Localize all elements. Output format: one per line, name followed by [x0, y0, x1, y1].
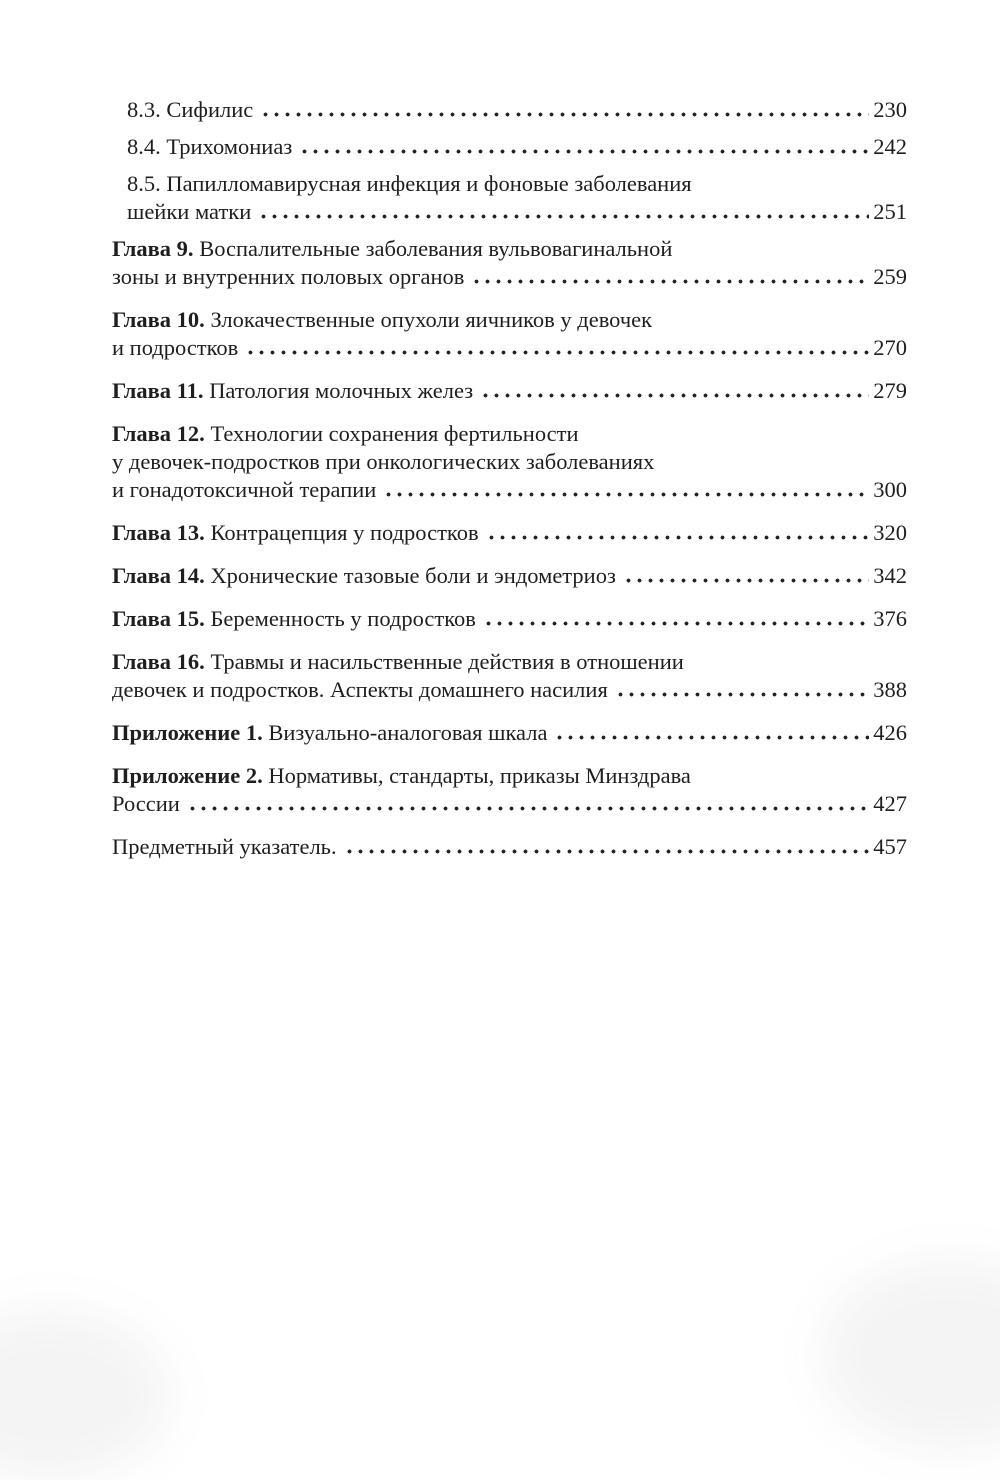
page-number: 342: [873, 563, 907, 588]
toc-entry-line-with-page: [112, 833, 907, 861]
dot-leader: [483, 621, 869, 626]
toc-entry-text: девочек и подростков. Аспекты домашнего насилия: [112, 677, 608, 702]
toc-entry-lead: Приложение 2.: [112, 763, 263, 788]
toc-entry-line: [112, 648, 907, 676]
page-number: 426: [873, 720, 907, 745]
page-number: 242: [873, 134, 907, 159]
toc-entry-text: и гонадотоксичной терапии: [112, 477, 377, 502]
toc-entry-text: 8.3. Сифилис: [127, 97, 254, 122]
toc-entry: [112, 235, 907, 291]
page-number: 251: [873, 199, 907, 224]
dot-leader: [480, 393, 869, 398]
toc-entry-lead: Глава 10.: [112, 307, 205, 332]
toc-entry-line: [112, 235, 907, 263]
toc-entry-text: у девочек-подростков при онкологических заболеваниях: [112, 449, 655, 474]
toc-entry: [112, 648, 907, 704]
page-number: 427: [873, 791, 907, 816]
page-number: 376: [873, 606, 907, 631]
page-number: 270: [873, 335, 907, 360]
page-number: 259: [873, 264, 907, 289]
toc-entry-text: России: [112, 791, 180, 816]
page-number: 300: [873, 477, 907, 502]
toc-entry-line-with-page: [112, 605, 907, 633]
toc-entry: [112, 719, 907, 747]
toc-entry-line-with-page: [112, 676, 907, 704]
toc-entry-lead: Глава 13.: [112, 520, 205, 545]
toc-entry-line-with-page: [112, 334, 907, 362]
toc-entry-line-with-page: [112, 377, 907, 405]
dot-leader: [187, 806, 869, 811]
toc-entry-text: Глава 14. Хронические тазовые боли и эндометриоз: [112, 563, 616, 588]
toc-entry-line-with-page: [127, 96, 907, 124]
scan-smudge-bottom-right: [820, 1260, 1000, 1450]
toc-entry: [112, 170, 907, 226]
toc-entry-line: [112, 306, 907, 334]
toc-entry-line: [112, 448, 907, 476]
toc-entry-line-with-page: [127, 198, 907, 226]
toc-entry-line-with-page: [127, 133, 907, 161]
toc-entry-text: Глава 9. Воспалительные заболевания вульвовагинальной: [112, 236, 673, 261]
page-number: 320: [873, 520, 907, 545]
toc-entry: [112, 605, 907, 633]
toc-entry-lead: Глава 9.: [112, 236, 194, 261]
toc-entry-text: Глава 13. Контрацепция у подростков: [112, 520, 479, 545]
toc-entry: [112, 377, 907, 405]
toc-entry-text: Приложение 2. Нормативы, стандарты, приказы Минздрава: [112, 763, 691, 788]
toc-entry-line-with-page: [112, 719, 907, 747]
dot-leader: [245, 350, 869, 355]
toc-entry-text: Глава 15. Беременность у подростков: [112, 606, 476, 631]
toc-entry-text: Глава 11. Патология молочных желез: [112, 378, 474, 403]
toc-entry-lead: Глава 16.: [112, 649, 205, 674]
toc-entry-text: Глава 16. Травмы и насильственные действия в отношении: [112, 649, 684, 674]
toc-entry-lead: Приложение 1.: [112, 720, 263, 745]
table-of-contents: [112, 96, 907, 876]
page-number: 388: [873, 677, 907, 702]
dot-leader: [260, 112, 869, 117]
toc-entry: [112, 133, 907, 161]
dot-leader: [383, 492, 869, 497]
dot-leader: [471, 279, 869, 284]
toc-entry-text: Глава 10. Злокачественные опухоли яичников у девочек: [112, 307, 653, 332]
toc-entry: [112, 833, 907, 861]
toc-entry-line: [112, 420, 907, 448]
toc-entry-text: 8.5. Папилломавирусная инфекция и фоновые заболевания: [127, 171, 692, 196]
toc-entry: [112, 306, 907, 362]
dot-leader: [486, 535, 870, 540]
toc-entry-lead: Глава 15.: [112, 606, 205, 631]
toc-entry-text: и подростков: [112, 335, 239, 360]
toc-entry-line-with-page: [112, 519, 907, 547]
toc-entry-lead: Глава 11.: [112, 378, 204, 403]
toc-entry: [112, 519, 907, 547]
toc-entry-text: Глава 12. Технологии сохранения фертильности: [112, 421, 579, 446]
toc-entry-line-with-page: [112, 790, 907, 818]
dot-leader: [623, 578, 869, 583]
toc-entry-lead: Глава 14.: [112, 563, 205, 588]
dot-leader: [258, 214, 869, 219]
toc-entry: [112, 562, 907, 590]
page-number: 230: [873, 97, 907, 122]
dot-leader: [299, 149, 869, 154]
toc-entry-line: [127, 170, 907, 198]
dot-leader: [554, 735, 869, 740]
scan-smudge-bottom-left: [0, 1310, 170, 1480]
toc-entry: [112, 762, 907, 818]
toc-entry: [112, 96, 907, 124]
toc-entry-text: Приложение 1. Визуально-аналоговая шкала: [112, 720, 548, 745]
toc-entry-text: шейки матки: [127, 199, 252, 224]
toc-entry-lead: Глава 12.: [112, 421, 205, 446]
toc-entry-line-with-page: [112, 263, 907, 291]
page-number: 279: [873, 378, 907, 403]
toc-entry-text: 8.4. Трихомониаз: [127, 134, 293, 159]
dot-leader: [615, 692, 869, 697]
toc-entry-line-with-page: [112, 476, 907, 504]
toc-entry-text: зоны и внутренних половых органов: [112, 264, 465, 289]
toc-entry-text: Предметный указатель.: [112, 834, 337, 859]
toc-entry: [112, 420, 907, 504]
toc-entry-line: [112, 762, 907, 790]
page-number: 457: [873, 834, 907, 859]
toc-entry-line-with-page: [112, 562, 907, 590]
dot-leader: [344, 849, 870, 854]
